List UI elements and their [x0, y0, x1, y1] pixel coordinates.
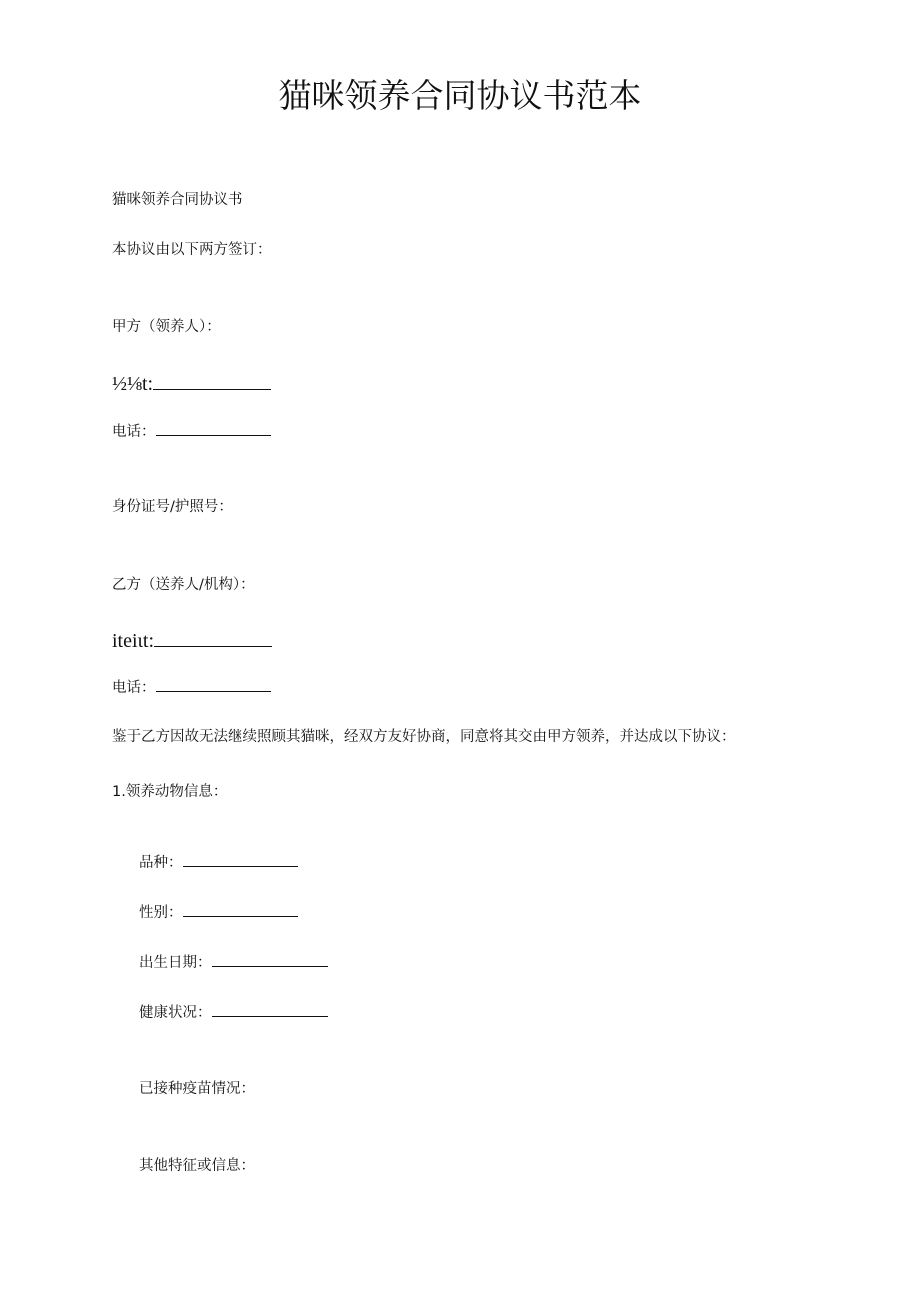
section1-heading: 1.领养动物信息：: [112, 784, 228, 800]
vaccine-label: 已接种疫苗情况：: [139, 1081, 255, 1097]
gender-row: [139, 902, 298, 923]
birth-date-blank[interactable]: [212, 952, 328, 967]
document-subtitle: 猫咪领养合同协议书: [112, 192, 243, 208]
party-a-name-label: ½⅛t:: [112, 373, 154, 395]
party-b-phone-row: [112, 677, 271, 698]
party-a-phone-label: 电话：: [112, 424, 156, 440]
party-a-name-blank[interactable]: [153, 371, 271, 390]
gender-label: 性别：: [139, 905, 183, 921]
health-row: [139, 1002, 328, 1023]
birth-date-label: 出生日期：: [139, 955, 212, 971]
party-b-phone-blank[interactable]: [156, 677, 271, 692]
health-blank[interactable]: [212, 1002, 328, 1017]
party-a-phone-blank[interactable]: [156, 421, 271, 436]
party-b-heading: 乙方（送养人/机构）：: [112, 577, 255, 593]
party-a-name-row: [112, 371, 271, 397]
breed-label: 品种：: [139, 855, 183, 871]
party-a-heading: 甲方（领养人）：: [112, 319, 221, 335]
document-title: 猫咪领养合同协议书范本: [278, 76, 642, 115]
intro-text: 本协议由以下两方签订：: [112, 242, 272, 258]
breed-row: [139, 852, 298, 873]
birth-date-row: [139, 952, 328, 973]
party-b-name-label: iteiιt:: [112, 630, 155, 652]
agreement-text: 鉴于乙方因故无法继续照顾其猫咪，经双方友好协商，同意将其交由甲方领养，并达成以下协议：: [112, 729, 736, 745]
health-label: 健康状况：: [139, 1005, 212, 1021]
breed-blank[interactable]: [183, 852, 298, 867]
party-a-phone-row: [112, 421, 271, 442]
party-b-name-blank[interactable]: [154, 628, 272, 647]
party-a-id-label: 身份证号/护照号：: [112, 499, 233, 515]
party-b-phone-label: 电话：: [112, 680, 156, 696]
other-info-label: 其他特征或信息：: [139, 1158, 255, 1174]
party-b-name-row: [112, 628, 272, 654]
gender-blank[interactable]: [183, 902, 298, 917]
